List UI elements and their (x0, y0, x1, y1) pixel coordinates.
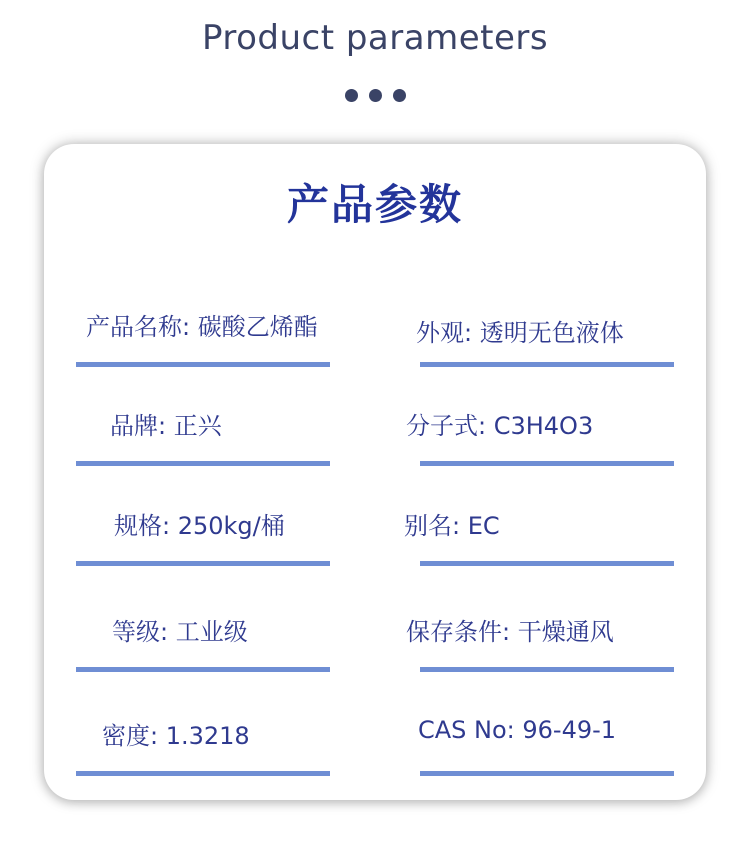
field-text: CAS No: 96-49-1 (418, 716, 617, 744)
field-underline (420, 362, 674, 367)
field-underline (76, 771, 330, 776)
field-alias (404, 506, 674, 566)
page-title: Product parameters (201, 18, 549, 58)
field-text: 规格: 250kg/桶 (114, 512, 285, 540)
field-text: 等级: 工业级 (112, 618, 248, 646)
field-appearance (416, 307, 674, 367)
field-grade (76, 612, 330, 672)
field-text: 保存条件: 干燥通风 (406, 618, 614, 646)
field-underline (76, 461, 330, 466)
field-underline (420, 771, 674, 776)
field-brand (76, 406, 330, 466)
dot (369, 89, 382, 102)
field-underline (76, 362, 330, 367)
dot (393, 89, 406, 102)
field-storage (406, 612, 674, 672)
field-text: 产品名称: 碳酸乙烯酯 (86, 313, 318, 341)
field-text: 外观: 透明无色液体 (416, 319, 624, 347)
field-text: 分子式: C3H4O3 (406, 412, 594, 440)
field-underline (420, 667, 674, 672)
dot (345, 89, 358, 102)
field-formula (406, 406, 674, 466)
field-underline (420, 561, 674, 566)
field-text: 密度: 1.3218 (102, 722, 250, 750)
field-underline (76, 561, 330, 566)
field-product-name (76, 307, 330, 367)
field-text: 别名: EC (404, 512, 500, 540)
card-title: 产品参数 (286, 180, 463, 229)
field-cas (420, 716, 674, 776)
field-spec (76, 506, 330, 566)
field-underline (420, 461, 674, 466)
field-density (76, 716, 330, 776)
field-text: 品牌: 正兴 (110, 412, 222, 440)
field-underline (76, 667, 330, 672)
parameters-card (44, 144, 706, 800)
dots-decoration (0, 89, 750, 102)
